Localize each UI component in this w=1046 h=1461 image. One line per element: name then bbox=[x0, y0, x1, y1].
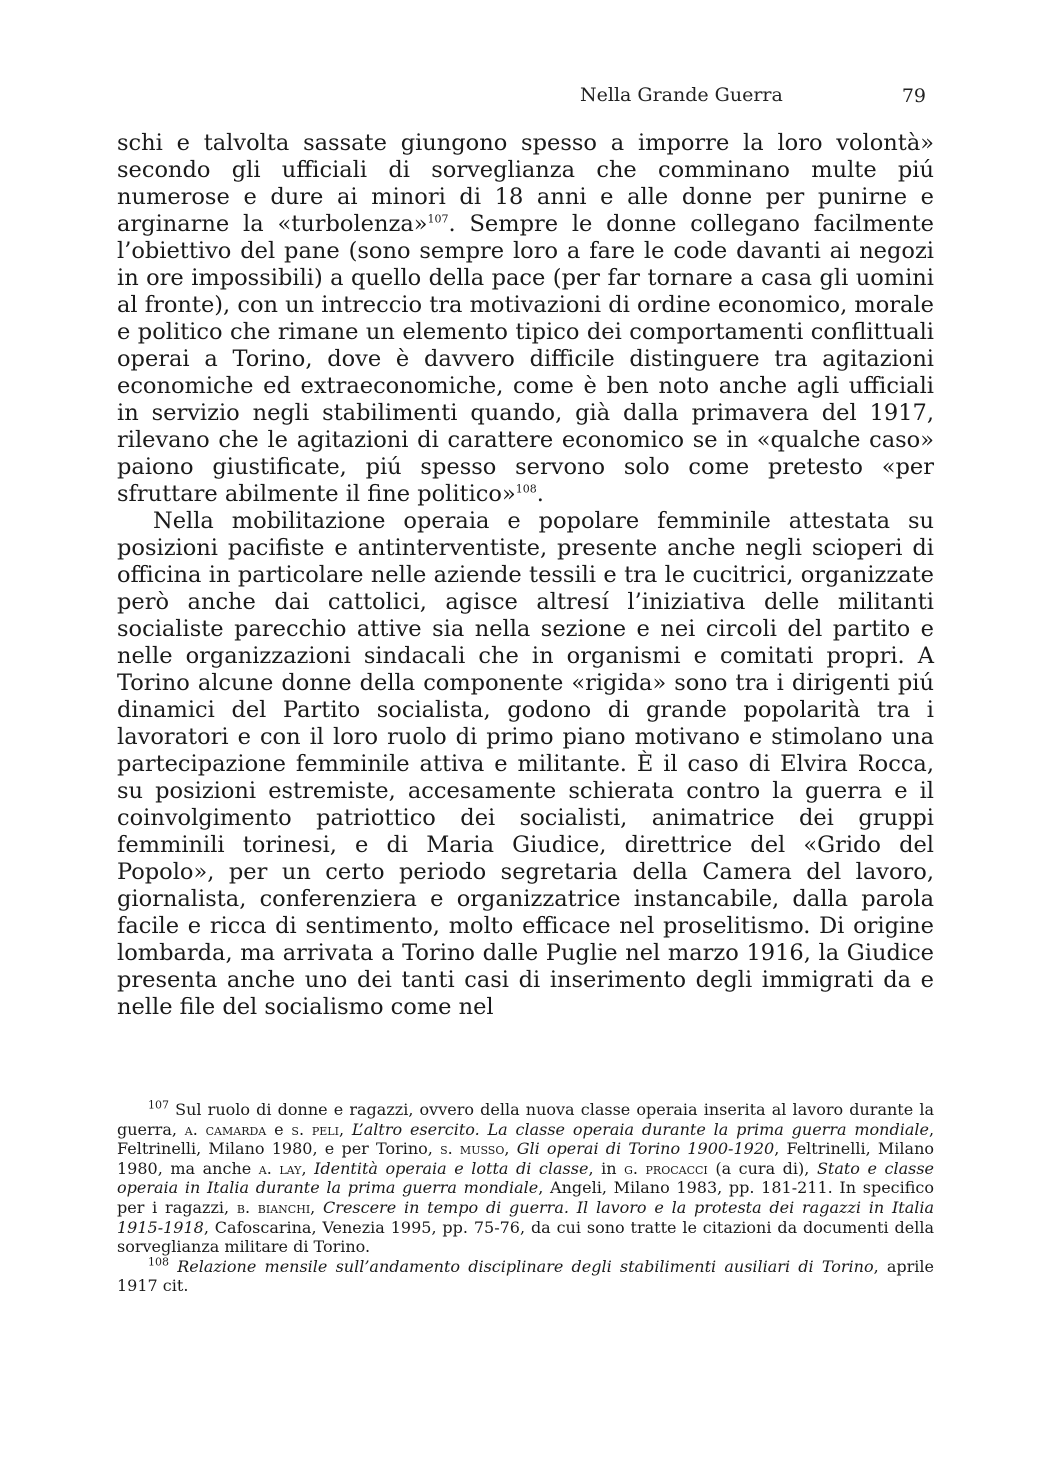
book-title: L’altro esercito. La classe operaia durante la prima guerra mondiale bbox=[351, 1119, 929, 1139]
footnote-text: , bbox=[338, 1119, 352, 1139]
running-title: Nella Grande Guerra bbox=[580, 84, 783, 106]
author-name: b. bianchi bbox=[236, 1197, 311, 1217]
document-title: Relazione mensile sull’andamento disciplinare degli stabilimenti ausiliari di Torino bbox=[177, 1256, 874, 1276]
footnote-text: , bbox=[310, 1197, 324, 1217]
paragraph-2: Nella mobilitazione operaia e popolare femminile attestata su posizioni pacifiste e antinterventiste, presente anche negli scioperi di officina in particolare nelle aziende tessili e tra le cucitrici, organizzate però anche dai cattolici, agisce altresí l’iniziativa delle militanti socialiste parecchio attive sia nella sezione e nei circoli del partito e nelle organizzazioni sindacali che in organismi e comitati propri. A Torino alcune donne della componente «rigida» sono tra i dirigenti piú dinamici del Partito socialista, godono di grande popolarità tra i lavoratori e con il loro ruolo di primo piano motivano e stimolano una partecipazione femminile attiva e militante. È il caso di Elvira Rocca, su posizioni estremiste, accesamente schierata contro la guerra e il coinvolgimento patriottico dei socialisti, animatrice dei gruppi femminili torinesi, e di Maria Giudice, direttrice del «Grido del Popolo», per un certo periodo segretaria della Camera del lavoro, giornalista, conferenziera e organizzatrice instancabile, dalla parola facile e ricca di sentimento, molto efficace nel proselitismo. Di origine lombarda, ma arrivata a Torino dalle Puglie nel marzo 1916, la Giudice presenta anche uno dei tanti casi di inserimento degli immigrati da e nelle file del socialismo come nel bbox=[117, 508, 934, 1020]
book-title: Identità operaia e lotta di classe bbox=[314, 1158, 589, 1178]
footnote-ref-107: 107 bbox=[427, 212, 449, 226]
author-name: a. lay bbox=[258, 1158, 302, 1178]
paragraph-1-part-a: schi e talvolta sassate giungono spesso a imporre la loro volontà» secondo gli ufficiali di sorveglianza che comminano multe piú numerose e dure ai minori di 18 anni e alle donne per punirne e arginarne la «turbolenza» bbox=[117, 130, 934, 237]
footnote-text: , aprile 1917 cit. bbox=[117, 1256, 935, 1296]
footnote-number-108: 108 bbox=[148, 1255, 169, 1269]
footnote-text: Sul ruolo di donne e ragazzi, ovvero della nuova classe operaia inserita al lavoro durante la guerra, bbox=[117, 1100, 934, 1139]
body-text bbox=[117, 130, 934, 1021]
footnote-text: , bbox=[504, 1139, 517, 1159]
footnote-text: e bbox=[266, 1119, 292, 1139]
author-name: s. peli bbox=[291, 1119, 339, 1139]
footnote-text: , Feltrinelli, Milano 1980, e per Torino, bbox=[117, 1119, 935, 1159]
footnote-text: , Cafoscarina, Venezia 1995, pp. 75-76, da cui sono tratte le citazioni da documenti della sorveglianza militare di Torino. bbox=[117, 1217, 934, 1257]
footnote-107 bbox=[117, 1100, 934, 1257]
paragraph-1 bbox=[117, 130, 934, 508]
footnote-text: , in bbox=[588, 1158, 625, 1178]
author-name: a. camarda bbox=[184, 1119, 267, 1139]
book-title: Stato e classe operaia in Italia durante la prima guerra mondiale bbox=[117, 1158, 935, 1198]
paragraph-1-part-c: . bbox=[536, 481, 544, 507]
footnote-text: , Feltrinelli, Milano 1980, ma anche bbox=[117, 1139, 935, 1178]
book-title: Crescere in tempo di guerra. Il lavoro e la protesta dei ragazzi in Italia 1915-1918 bbox=[117, 1197, 935, 1237]
page-header bbox=[117, 84, 932, 114]
footnote-ref-108: 108 bbox=[515, 482, 537, 496]
footnote-text: , Angeli, Milano 1983, pp. 181-211. In specifico per i ragazzi, bbox=[117, 1178, 935, 1217]
page-number: 79 bbox=[901, 85, 926, 107]
book-title: Gli operai di Torino 1900-1920 bbox=[516, 1139, 775, 1159]
footnote-text: (a cura di), bbox=[707, 1158, 817, 1178]
author-name: g. procacci bbox=[624, 1158, 708, 1178]
paragraph-1-part-b: . Sempre le donne collegano facilmente l’obiettivo del pane (sono sempre loro a fare le code davanti ai negozi in ore impossibili) a quello della pace (per far tornare a casa gli uomini al fronte), con un intreccio tra motivazioni di ordine economico, morale e politico che rimane un elemento tipico dei comportamenti conflittuali operai a Torino, dove è davvero difficile distinguere tra agitazioni economiche ed extraeconomiche, come è ben noto anche agli ufficiali in servizio negli stabilimenti quando, già dalla primavera del 1917, rilevano che le agitazioni di carattere economico se in «qualche caso» paiono giustificate, piú spesso servono solo come pretesto «per sfruttare abilmente il fine politico» bbox=[117, 211, 934, 507]
author-name: s. musso bbox=[440, 1139, 505, 1159]
footnote-number-107: 107 bbox=[148, 1098, 169, 1112]
footnotes bbox=[117, 1100, 934, 1296]
footnote-text: , bbox=[301, 1158, 315, 1178]
footnote-108 bbox=[117, 1257, 934, 1296]
